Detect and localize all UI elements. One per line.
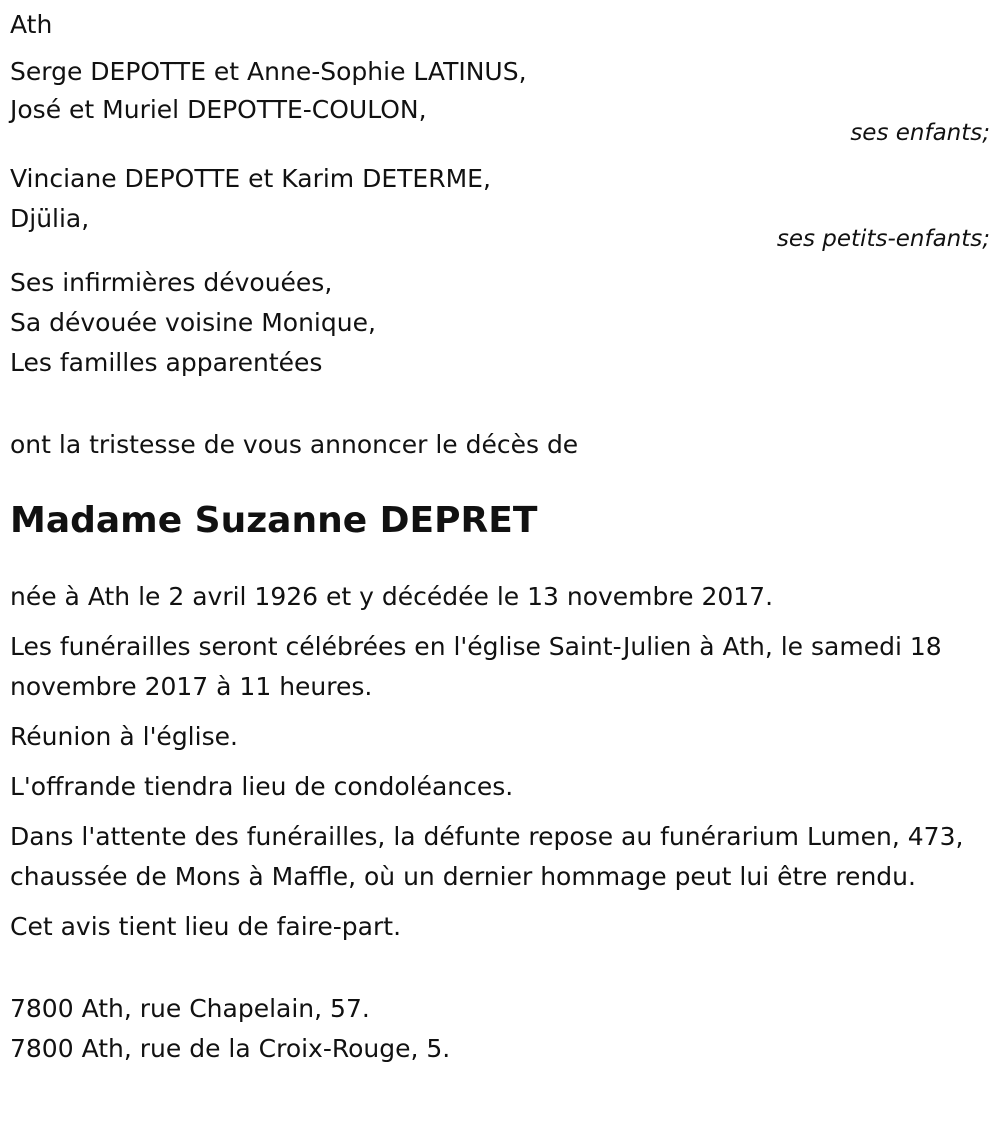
address-line-2: 7800 Ath, rue de la Croix-Rouge, 5. [10,1034,451,1063]
detail-funeral-home: Dans l'attente des funérailles, la défunte repose au funérarium Lumen, 473, chaussée de Mons à Maffle, où un dernier hommage peut lui être rendu. [10,822,964,891]
announcement-text: ont la tristesse de vous annoncer le décès de [10,430,579,459]
children-line-1: Serge DEPOTTE et Anne-Sophie LATINUS, [10,57,527,86]
deceased-name: Madame Suzanne DEPRET [10,500,538,541]
city-heading: Ath [10,10,53,39]
address-line-1: 7800 Ath, rue Chapelain, 57. [10,994,370,1023]
grandchildren-line-2: Djülia, [10,204,90,233]
addresses-block [10,989,990,1069]
detail-meeting: Réunion à l'église. [10,722,238,751]
grandchildren-label: ses petits-enfants; [776,226,990,252]
details-block [10,577,990,947]
detail-funeral: Les funérailles seront célébrées en l'église Saint-Julien à Ath, le samedi 18 novembre 2017 à 11 heures. [10,632,942,701]
obituary-notice [10,5,990,1069]
others-line-2: Sa dévouée voisine Monique, [10,308,376,337]
others-block [10,263,990,383]
grandchildren-line-1: Vinciane DEPOTTE et Karim DETERME, [10,164,491,193]
children-line-2: José et Muriel DEPOTTE-COULON, [10,95,427,124]
detail-notice: Cet avis tient lieu de faire-part. [10,912,402,941]
detail-birth-death: née à Ath le 2 avril 1926 et y décédée le 13 novembre 2017. [10,582,774,611]
detail-offering: L'offrande tiendra lieu de condoléances. [10,772,514,801]
others-line-1: Ses infirmières dévouées, [10,268,333,297]
children-block [10,53,990,149]
grandchildren-block [10,159,990,255]
children-label: ses enfants; [850,120,990,146]
others-line-3: Les familles apparentées [10,348,323,377]
